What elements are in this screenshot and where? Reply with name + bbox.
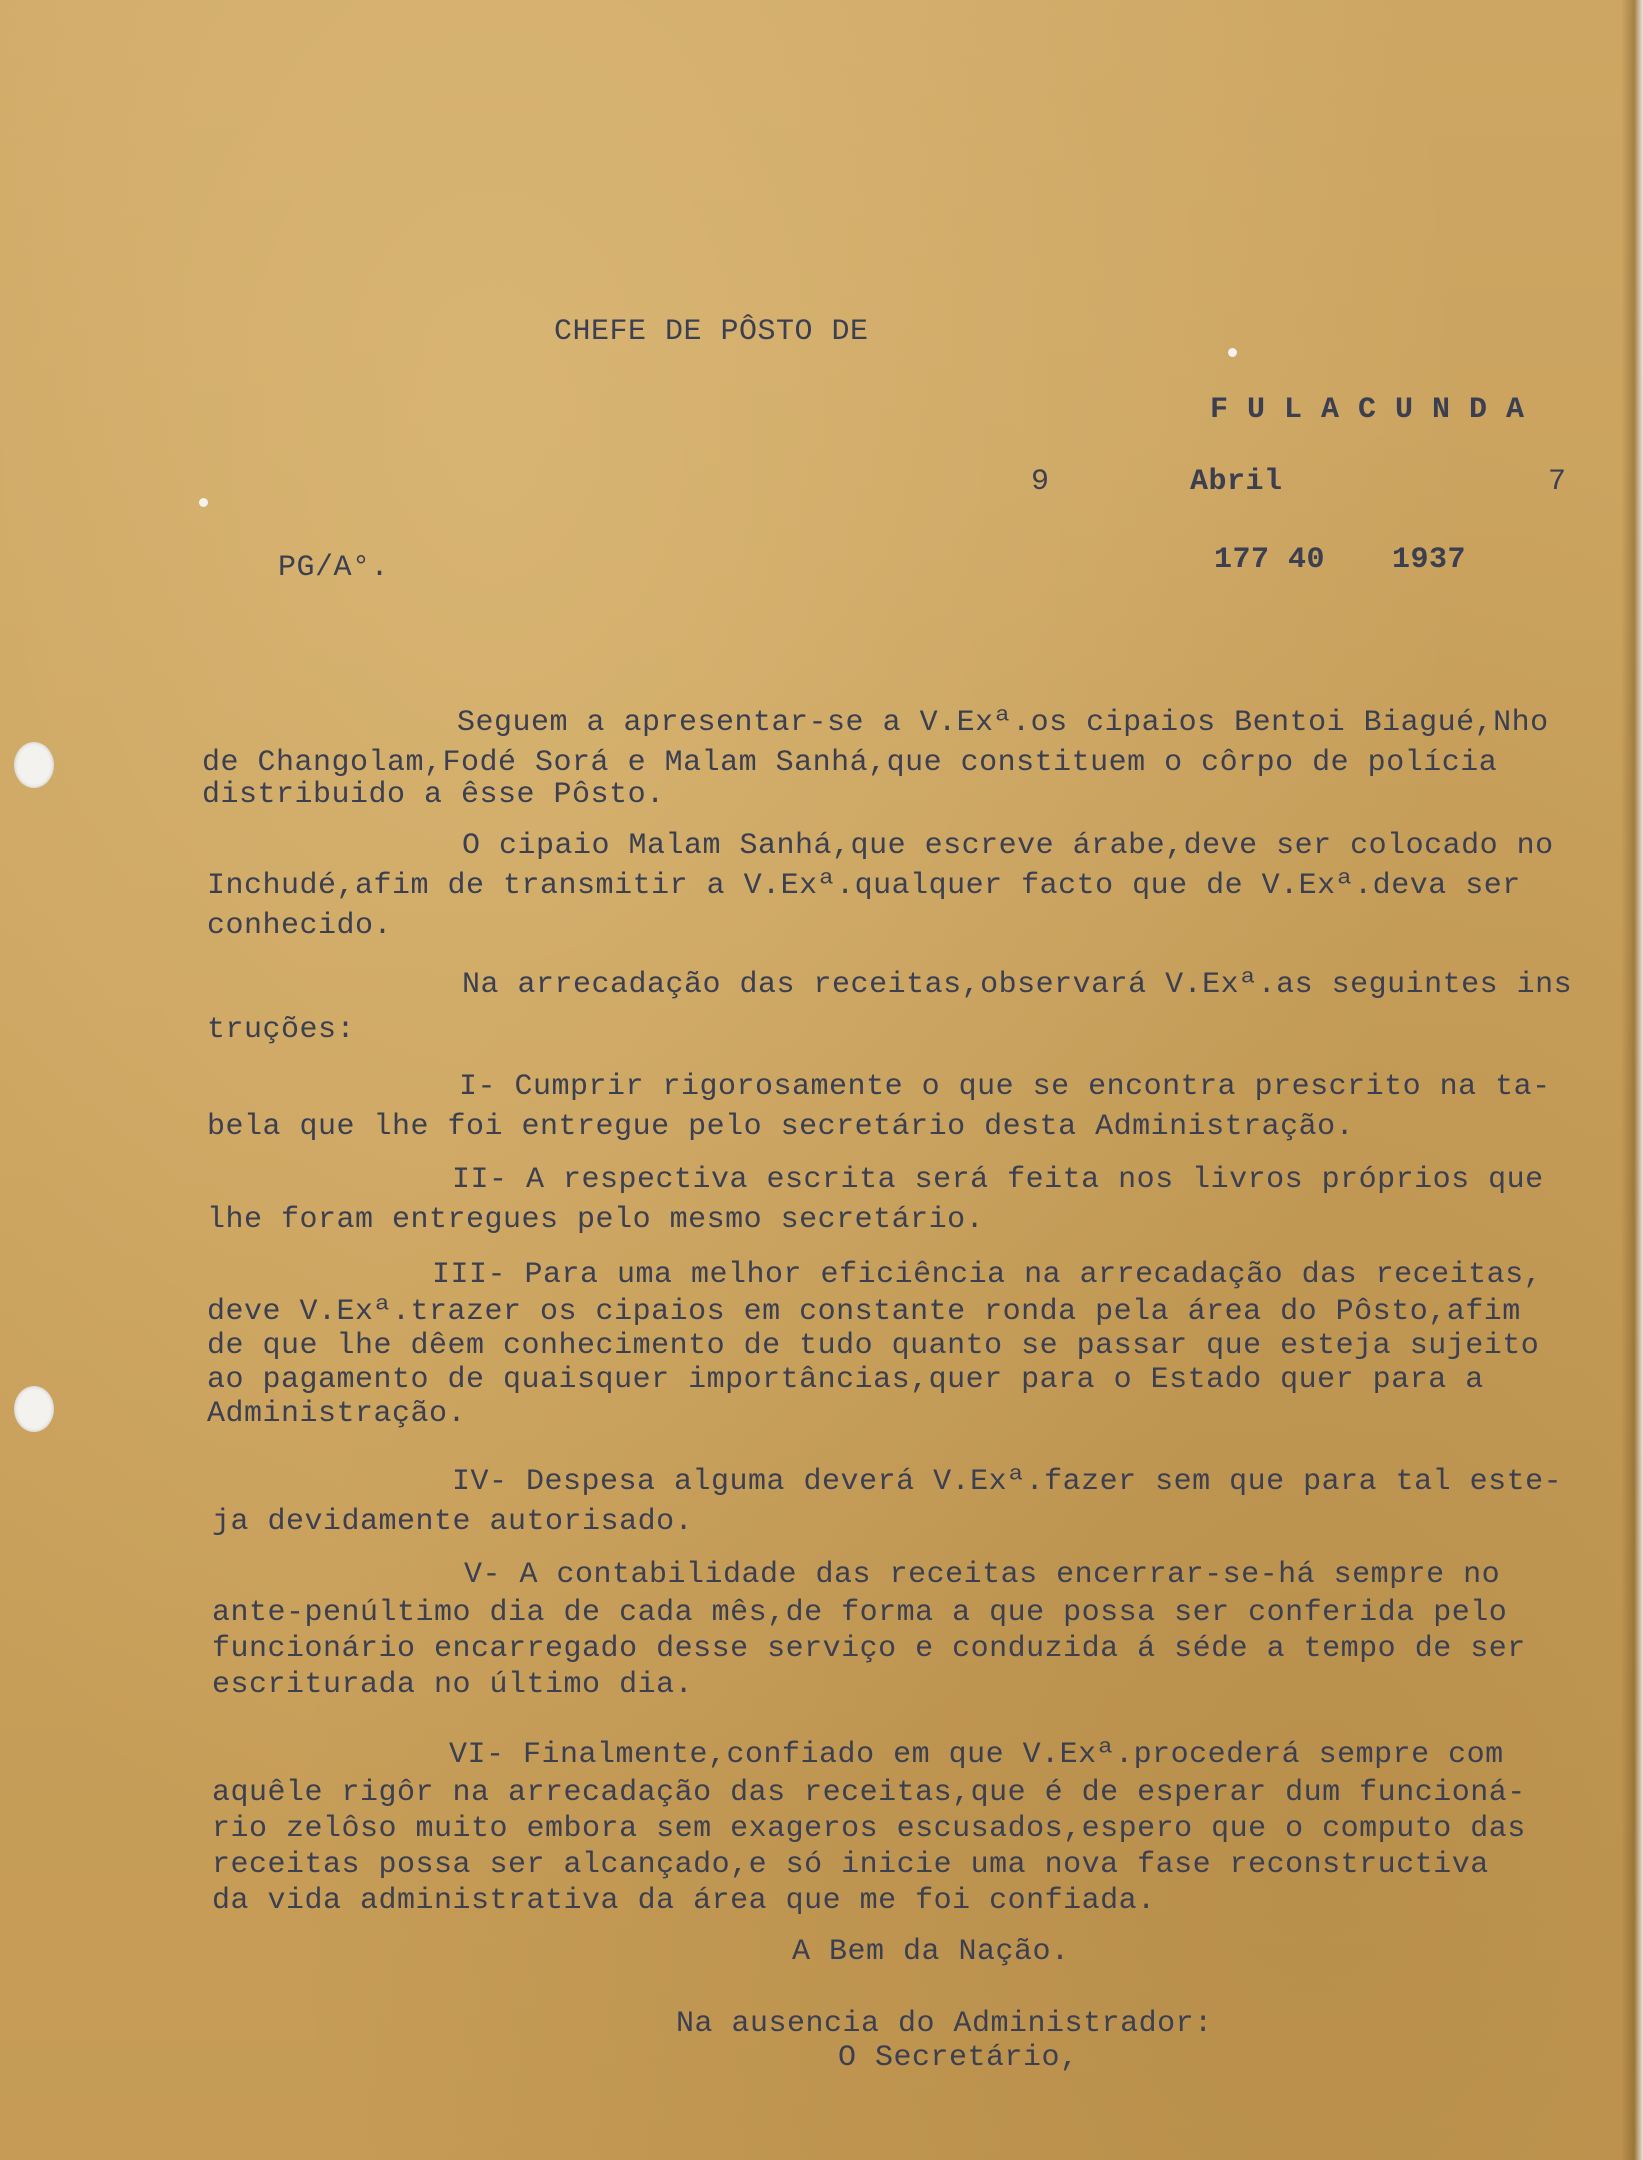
document-code: 177 40	[1214, 543, 1326, 577]
text-line: IV- Despesa alguma deverá V.Exª.fazer sem que para tal este-	[452, 1465, 1563, 1499]
text-line: deve V.Exª.trazer os cipaios em constante ronda pela área do Pôsto,afim	[207, 1295, 1521, 1329]
instruction-1	[207, 1067, 1551, 1147]
date-number: 7	[1548, 465, 1567, 499]
text-line: Na arrecadação das receitas,observará V.Exª.as seguintes ins	[462, 968, 1573, 1002]
text-line: III- Para uma melhor eficiência na arrecadação das receitas,	[432, 1258, 1543, 1292]
closing-salute: A Bem da Nação.	[792, 1935, 1070, 1969]
instruction-4	[212, 1462, 1562, 1542]
punch-hole-bottom	[14, 1386, 54, 1432]
text-line: Inchudé,afim de transmitir a V.Exª.qualquer facto que de V.Exª.deva ser	[207, 869, 1521, 903]
text-line: bela que lhe foi entregue pelo secretário desta Administração.	[207, 1110, 1355, 1144]
text-line: ja devidamente autorisado.	[212, 1505, 694, 1539]
text-line: aquêle rigôr na arrecadação das receitas,que é de esperar dum funcioná-	[212, 1776, 1526, 1810]
text-line: I- Cumprir rigorosamente o que se encontra prescrito na ta-	[459, 1070, 1551, 1104]
text-line: Seguem a apresentar-se a V.Exª.os cipaios Bentoi Biagué,Nho	[457, 706, 1549, 740]
text-line: de que lhe dêem conhecimento de tudo quanto se passar que esteja sujeito	[207, 1329, 1540, 1363]
text-line: funcionário encarregado desse serviço e conduzida á séde a tempo de ser	[212, 1632, 1526, 1666]
text-line: ao pagamento de quaisquer importâncias,quer para o Estado quer para a	[207, 1363, 1484, 1397]
text-line: VI- Finalmente,confiado em que V.Exª.procederá sempre com	[449, 1738, 1504, 1772]
text-line: de Changolam,Fodé Sorá e Malam Sanhá,que constituem o côrpo de polícia	[202, 746, 1498, 780]
text-line: O cipaio Malam Sanhá,que escreve árabe,deve ser colocado no	[462, 829, 1554, 863]
text-line: Administração.	[207, 1397, 467, 1431]
closing-absence: Na ausencia do Administrador:	[676, 2007, 1213, 2041]
place-heading: F U L A C U N D A	[1210, 393, 1525, 427]
text-line: escriturada no último dia.	[212, 1668, 694, 1702]
paper-speck	[199, 498, 208, 507]
instruction-6	[212, 1735, 1526, 1919]
paragraph-2	[207, 826, 1554, 946]
text-line: receitas possa ser alcançado,e só inicie uma nova fase reconstructiva	[212, 1848, 1489, 1882]
closing-signer: O Secretário,	[838, 2041, 1079, 2075]
text-line: rio zelôso muito embora sem exageros escusados,espero que o computo das	[212, 1812, 1526, 1846]
text-line: lhe foram entregues pelo mesmo secretário.	[207, 1203, 985, 1237]
punch-hole-top	[14, 742, 54, 788]
date-month: Abril	[1190, 465, 1283, 499]
text-line: V- A contabilidade das receitas encerrar-se-há sempre no	[464, 1558, 1501, 1592]
paper-speck	[1228, 348, 1237, 357]
text-line: conhecido.	[207, 909, 393, 943]
page-edge	[1621, 0, 1643, 2160]
text-line: truções:	[207, 1013, 356, 1047]
paragraph-1	[202, 703, 1549, 812]
instruction-3	[207, 1255, 1542, 1431]
reference-code: PG/A°.	[278, 551, 390, 585]
date-day: 9	[1031, 465, 1050, 499]
instruction-5	[212, 1555, 1526, 1703]
text-line: II- A respectiva escrita será feita nos livros próprios que	[452, 1163, 1544, 1197]
office-heading: CHEFE DE PÔSTO DE	[554, 315, 869, 349]
paragraph-3	[207, 960, 1572, 1050]
text-line: distribuido a êsse Pôsto.	[202, 778, 665, 812]
text-line: da vida administrativa da área que me foi confiada.	[212, 1884, 1156, 1918]
document-year: 1937	[1392, 543, 1467, 577]
text-line: ante-penúltimo dia de cada mês,de forma a que possa ser conferida pelo	[212, 1596, 1508, 1630]
instruction-2	[207, 1160, 1544, 1240]
